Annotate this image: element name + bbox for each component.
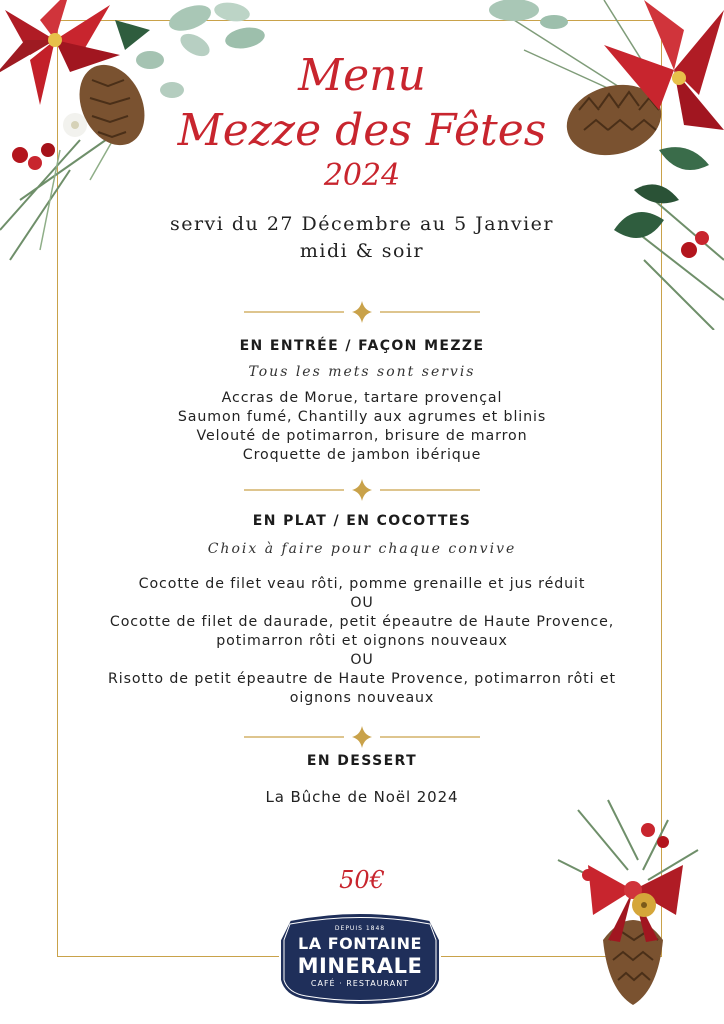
section-title-dessert: EN DESSERT — [306, 753, 418, 769]
gold-divider — [244, 725, 480, 749]
logo-name-line2: MINERALE — [297, 954, 423, 978]
menu-price: 50€ — [339, 866, 385, 894]
logo-tagline: CAFÉ · RESTAURANT — [310, 979, 410, 988]
jingle-bell-icon — [632, 893, 656, 917]
menu-title: Menu — [298, 50, 426, 101]
list-item: Croquette de jambon ibérique — [242, 447, 482, 463]
list-item: La Bûche de Noël 2024 — [265, 788, 459, 806]
list-item: potimarron rôti et oignons nouveaux — [216, 633, 508, 649]
list-item: oignons nouveaux — [289, 690, 435, 706]
restaurant-logo — [276, 910, 444, 1008]
section-title-entree: EN ENTRÉE / FAÇON MEZZE — [239, 338, 485, 354]
list-item: Risotto de petit épeautre de Haute Provence, potimarron rôti et — [108, 671, 616, 687]
list-item: OU — [350, 652, 374, 668]
list-item: Cocotte de filet de daurade, petit épeautre de Haute Provence, — [109, 614, 615, 630]
menu-year: 2024 — [323, 158, 401, 193]
section-subtitle-plat: Choix à faire pour chaque convive — [207, 541, 517, 557]
list-item: Saumon fumé, Chantilly aux agrumes et blinis — [177, 409, 547, 425]
list-item: Velouté de potimarron, brisure de marron — [196, 428, 528, 444]
eucalyptus-leaves-icon — [489, 0, 568, 29]
pine-cone-bow-bottom-right — [548, 790, 724, 1010]
dessert-items — [60, 788, 664, 807]
plat-items — [60, 575, 664, 708]
list-item: Cocotte de filet veau rôti, pomme grenaille et jus réduit — [138, 576, 586, 592]
section-title-plat: EN PLAT / EN COCOTTES — [252, 513, 472, 529]
service-times: midi & soir — [299, 240, 425, 262]
gold-divider — [244, 300, 480, 324]
logo-name-line1: LA FONTAINE — [298, 934, 422, 953]
service-dates: servi du 27 Décembre au 5 Janvier — [169, 213, 555, 235]
star-icon — [352, 726, 372, 748]
star-icon — [352, 479, 372, 501]
star-icon — [352, 301, 372, 323]
entree-items — [60, 389, 664, 465]
menu-subtitle: Mezze des Fêtes — [177, 105, 547, 156]
list-item: OU — [350, 595, 374, 611]
gold-divider — [244, 478, 480, 502]
logo-established: DEPUIS 1848 — [334, 925, 386, 932]
section-subtitle-entree: Tous les mets sont servis — [248, 364, 476, 380]
list-item: Accras de Morue, tartare provençal — [221, 390, 503, 406]
